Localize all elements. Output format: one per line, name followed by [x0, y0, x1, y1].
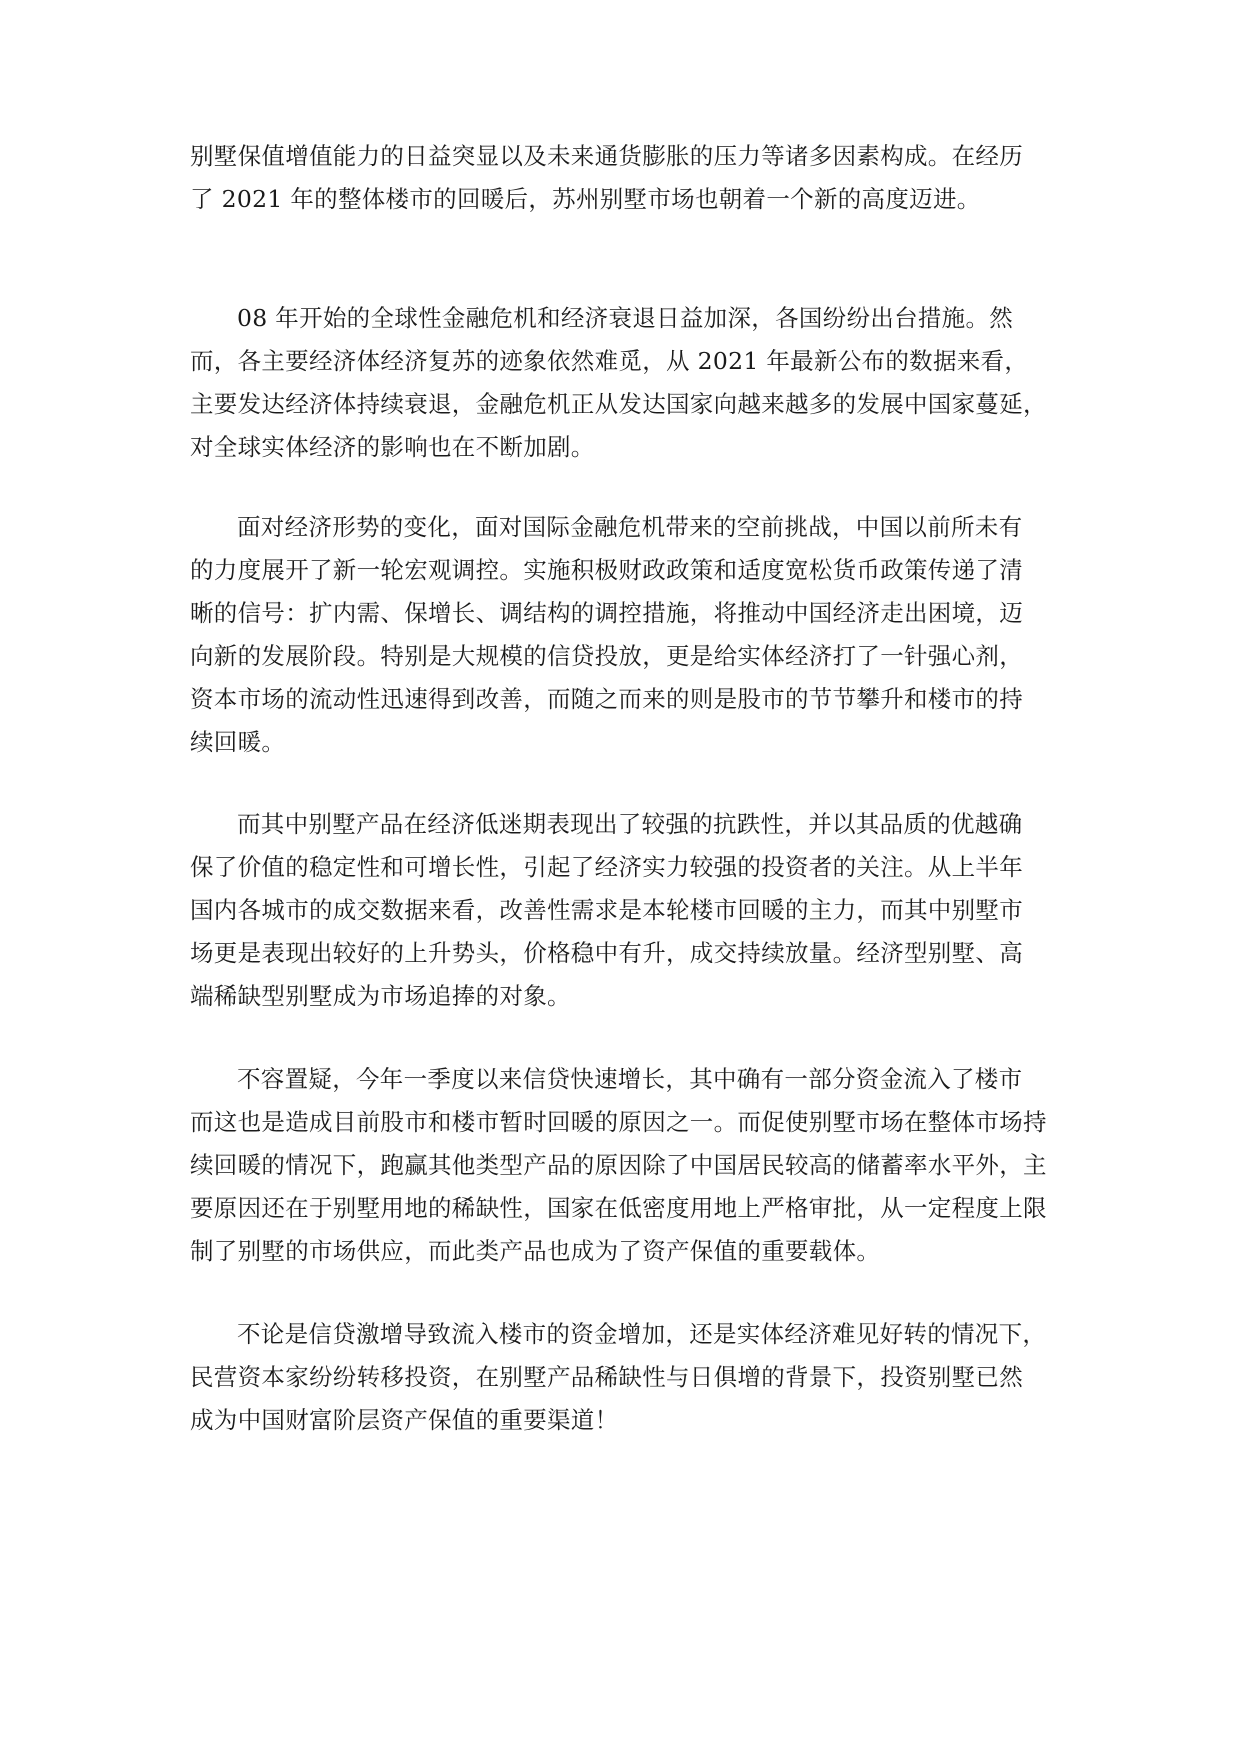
paragraph-line: 的力度展开了新一轮宏观调控。实施积极财政政策和适度宽松货币政策传递了清 — [190, 556, 1023, 584]
paragraph-line: 晰的信号：扩内需、保增长、调结构的调控措施，将推动中国经济走出困境，迈 — [190, 599, 1023, 627]
paragraph-villa-resilience — [190, 803, 1090, 1018]
paragraph-line: 场更是表现出较好的上升势头，价格稳中有升，成交持续放量。经济型别墅、高 — [190, 939, 1023, 967]
paragraph-line: 保了价值的稳定性和可增长性，引起了经济实力较强的投资者的关注。从上半年 — [190, 853, 1023, 881]
paragraph-financial-crisis — [190, 297, 1090, 469]
paragraph-line: 08 年开始的全球性金融危机和经济衰退日益加深，各国纷纷出台措施。然 — [237, 304, 1014, 332]
paragraph-line: 要原因还在于别墅用地的稀缺性，国家在低密度用地上严格审批，从一定程度上限 — [190, 1194, 1047, 1222]
paragraph-line: 别墅保值增值能力的日益突显以及未来通货膨胀的压力等诸多因素构成。在经历 — [190, 142, 1023, 170]
paragraph-line: 成为中国财富阶层资产保值的重要渠道！ — [190, 1406, 619, 1434]
paragraph-line: 面对经济形势的变化，面对国际金融危机带来的空前挑战，中国以前所未有 — [237, 513, 1023, 541]
paragraph-line: 对全球实体经济的影响也在不断加剧。 — [190, 433, 595, 461]
paragraph-line: 续回暖的情况下，跑赢其他类型产品的原因除了中国居民较高的储蓄率水平外，主 — [190, 1151, 1047, 1179]
paragraph-line: 国内各城市的成交数据来看，改善性需求是本轮楼市回暖的主力，而其中别墅市 — [190, 896, 1023, 924]
intro-paragraph — [190, 135, 1090, 221]
paragraph-line: 不论是信贷激增导致流入楼市的资金增加，还是实体经济难见好转的情况下， — [237, 1320, 1047, 1348]
paragraph-line: 而其中别墅产品在经济低迷期表现出了较强的抗跌性，并以其品质的优越确 — [237, 810, 1023, 838]
paragraph-line: 资本市场的流动性迅速得到改善，而随之而来的则是股市的节节攀升和楼市的持 — [190, 685, 1023, 713]
paragraph-macro-control — [190, 506, 1090, 764]
paragraph-credit-growth — [190, 1058, 1090, 1273]
paragraph-line: 了 2021 年的整体楼市的回暖后，苏州别墅市场也朝着一个新的高度迈进。 — [190, 185, 981, 213]
paragraph-line: 主要发达经济体持续衰退，金融危机正从发达国家向越来越多的发展中国家蔓延， — [190, 390, 1047, 418]
paragraph-line: 端稀缺型别墅成为市场追捧的对象。 — [190, 982, 571, 1010]
paragraph-line: 向新的发展阶段。特别是大规模的信贷投放，更是给实体经济打了一针强心剂， — [190, 642, 1023, 670]
paragraph-line: 而，各主要经济体经济复苏的迹象依然难觅，从 2021 年最新公布的数据来看， — [190, 347, 1029, 375]
paragraph-line: 而这也是造成目前股市和楼市暂时回暖的原因之一。而促使别墅市场在整体市场持 — [190, 1108, 1047, 1136]
paragraph-line: 续回暖。 — [190, 728, 286, 756]
paragraph-line: 不容置疑，今年一季度以来信贷快速增长，其中确有一部分资金流入了楼市 — [237, 1065, 1023, 1093]
paragraph-line: 民营资本家纷纷转移投资，在别墅产品稀缺性与日俱增的背景下，投资别墅已然 — [190, 1363, 1023, 1391]
paragraph-investment-channel — [190, 1313, 1090, 1442]
paragraph-line: 制了别墅的市场供应，而此类产品也成为了资产保值的重要载体。 — [190, 1237, 881, 1265]
